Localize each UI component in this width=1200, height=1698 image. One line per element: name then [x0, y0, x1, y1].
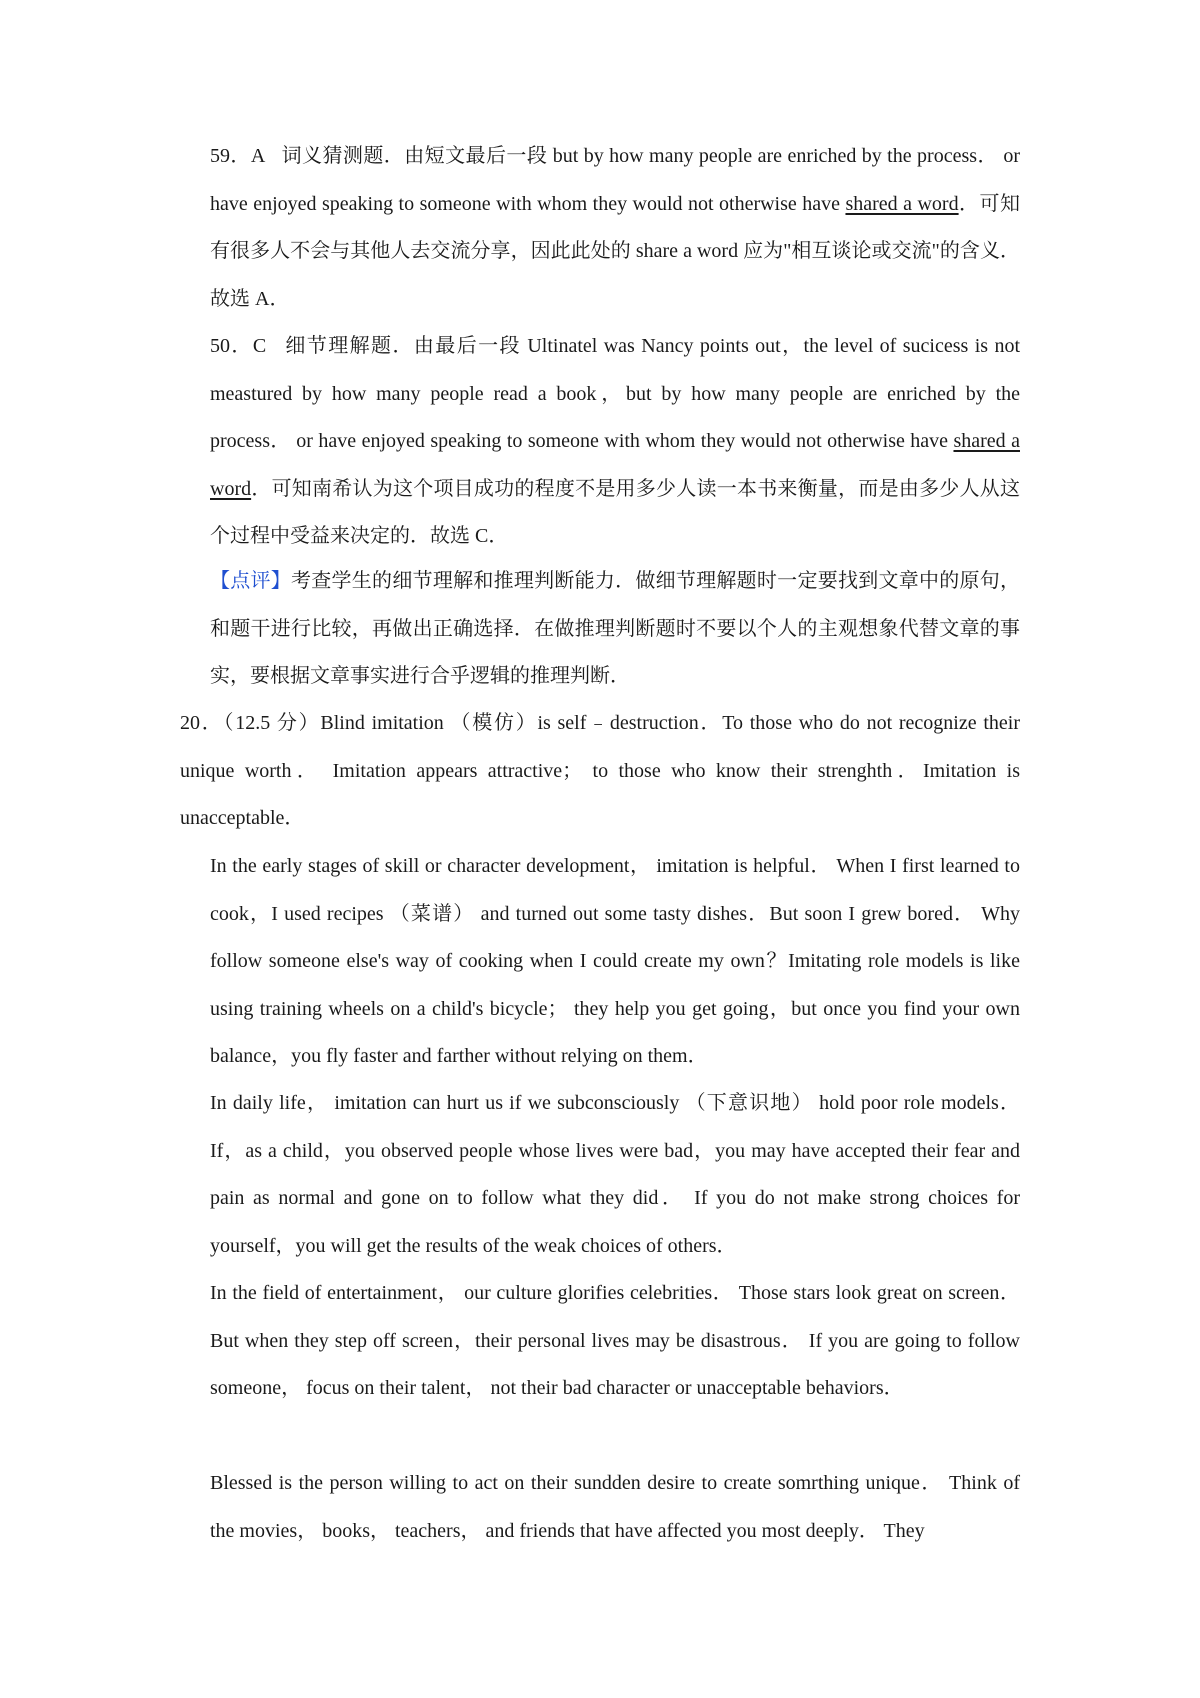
comment-tag: 【点评】: [210, 570, 292, 592]
comment-paragraph: [210, 558, 1020, 701]
answer-type: 词义猜测题．: [281, 145, 405, 167]
passage-paragraph-3: In the field of entertainment， our culture glorifies celebrities． Those stars look great on screen． But when they step off screen，their personal lives may be disastrous． If you are going to follow someone， focus on their talent， not their bad character or unacceptable behaviors．: [210, 1282, 1020, 1399]
answer-text: ．可知有很多人不会与其他人去交流分享，因此此处的 share a word 应为"相互谈论或交流"的含义．故选 A．: [210, 192, 1020, 310]
answer-50: [210, 323, 1020, 561]
passage-paragraph-4: Blessed is the person willing to act on their sundden desire to create somrthing unique． Think of the movies， books， teachers， and friends that have affected you most deeply． They: [210, 1472, 1020, 1542]
question-20: [180, 700, 1020, 843]
underlined-phrase: shared a word: [845, 192, 959, 215]
underlined-phrase: shared a word: [210, 430, 1020, 500]
answer-text: 由短文最后一段 but by how many people are enriched by the process． or have enjoyed speaking to someone with whom they would not otherwise have: [210, 145, 1020, 215]
answer-text: 由最后一段 Ultinatel was Nancy points out，the level of sucicess is not meastured by how many people read a book，but by how many people are enriched by the process． or have enjoyed speaking to someone with whom they would not otherwise have: [210, 335, 1020, 452]
answer-number: 50．C: [210, 335, 267, 357]
answer-text: ．可知南希认为这个项目成功的程度不是用多少人读一本书来衡量，而是由多少人从这个过程中受益来决定的．故选 C．: [210, 477, 1020, 547]
passage-paragraph-1: In the early stages of skill or character development， imitation is helpful． When I first learned to cook，I used recipes （菜谱） and turned out some tasty dishes．But soon I grew bored． Why follow someone else's way of cooking when I could create my own？Imitating role models is like using training wheels on a child's bicycle； they help you get going，but once you find your own balance，you fly faster and farther without relying on them．: [210, 855, 1020, 1067]
question-header: 20．（12.5 分）: [180, 712, 321, 734]
answer-number: 59．A: [210, 145, 266, 167]
passage-paragraph-2: In daily life， imitation can hurt us if we subconsciously （下意识地） hold poor role models． If，as a child，you observed people whose lives were bad，you may have accepted their fear and pain as normal and gone on to follow what they did． If you do not make strong choices for yourself，you will get the results of the weak choices of others．: [210, 1092, 1020, 1257]
answer-59: [210, 133, 1020, 323]
comment-text: 考查学生的细节理解和推理判断能力．做细节理解题时一定要找到文章中的原句，和题干进行比较，再做出正确选择．在做推理判断题时不要以个人的主观想象代替文章的事实，要根据文章事实进行合乎逻辑的推理判断．: [210, 570, 1021, 687]
question-intro: Blind imitation （模仿）is self﹣destruction．To those who do not recognize their unique worth． Imitation appears attractive； to those who know their strenghth．Imitation is unacceptable．: [180, 712, 1020, 829]
answer-type: 细节理解题．: [285, 335, 414, 357]
